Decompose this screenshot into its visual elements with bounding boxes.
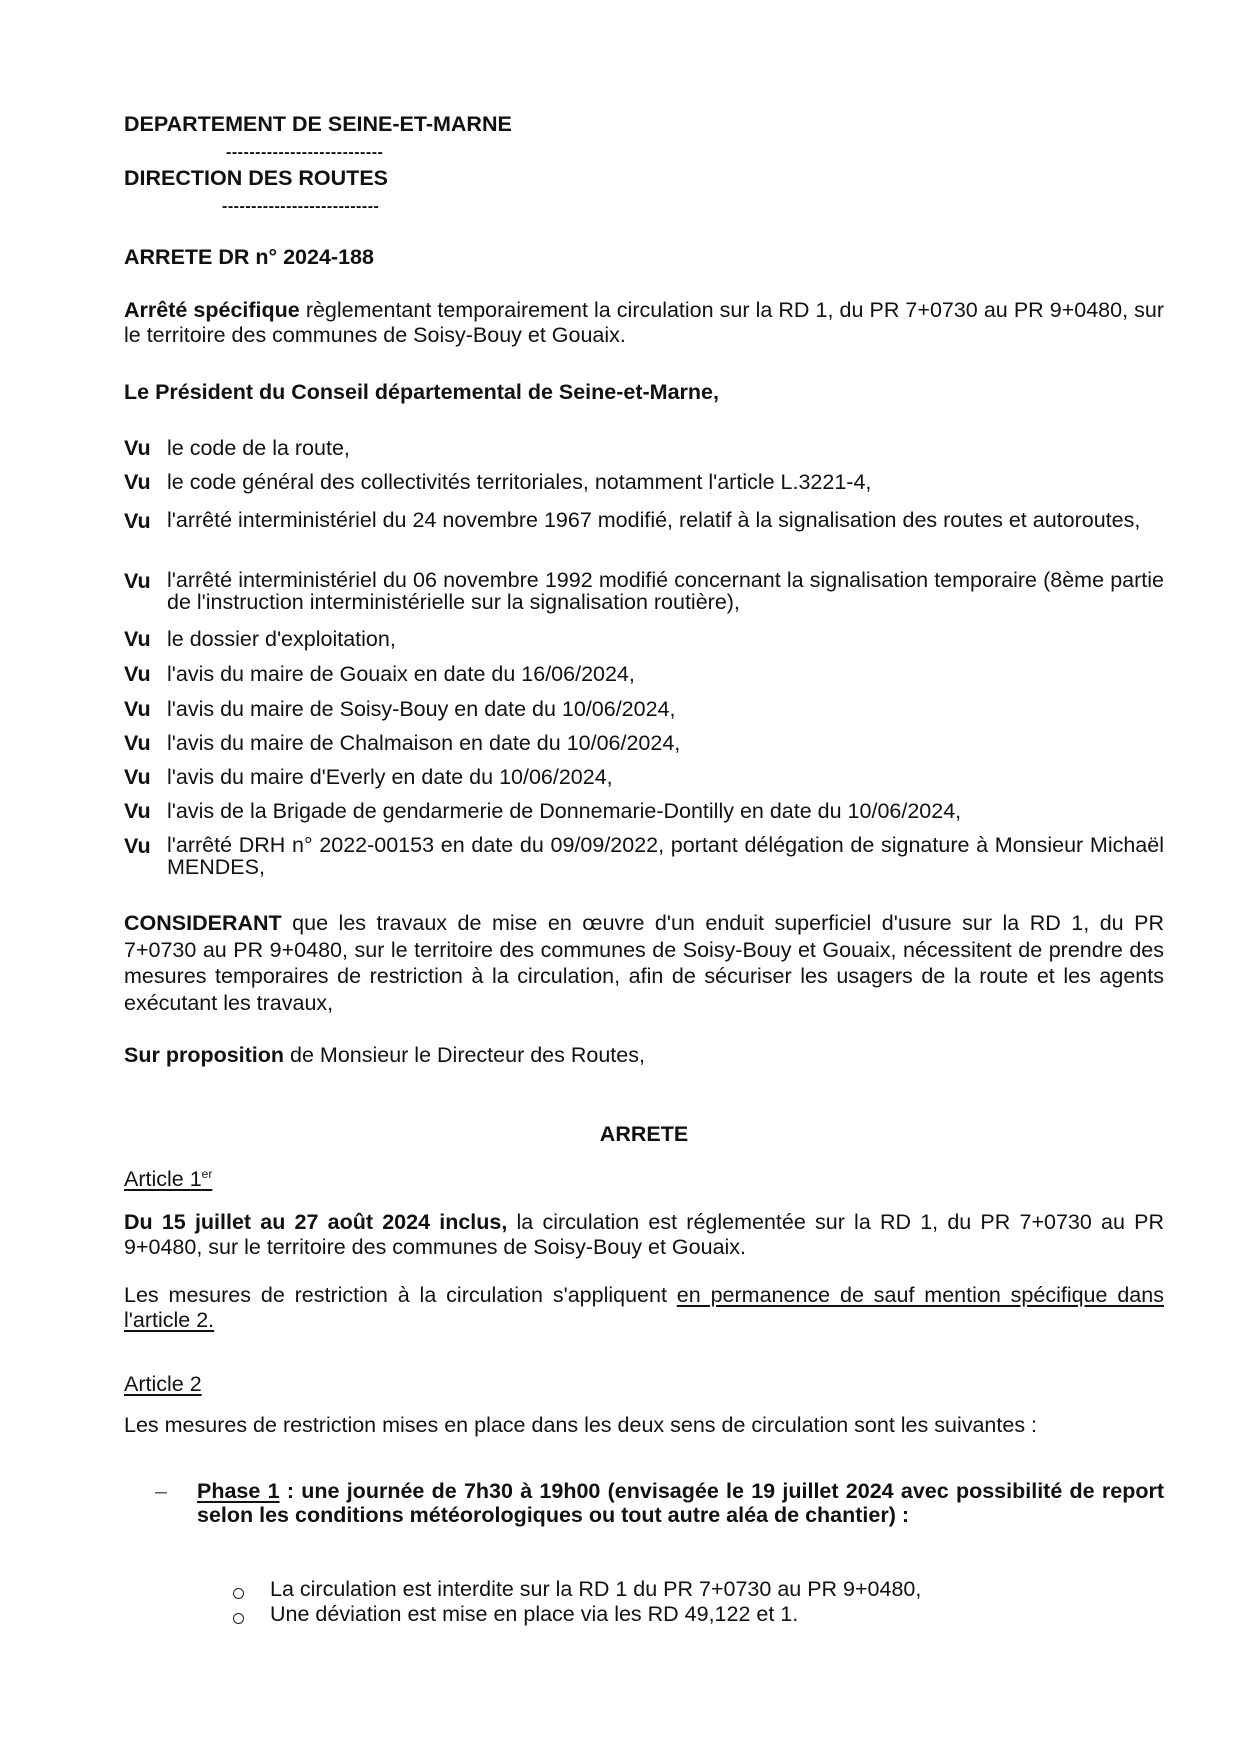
- intro-text: règlementant temporairement la circulation sur la RD 1, du PR 7+0730 au PR 9+0480, sur le territoire des communes de Soisy-Bouy et Gouaix.: [124, 298, 1164, 347]
- vu-text: le code général des collectivités territoriales, notamment l'article L.3221-4,: [167, 470, 872, 494]
- vu-item: [124, 569, 1164, 613]
- article-1-restriction-text: Les mesures de restriction à la circulation s'appliquent: [124, 1283, 677, 1307]
- vu-text: le dossier d'exploitation,: [167, 627, 396, 651]
- article-1-title-text: Article 1: [124, 1167, 202, 1191]
- vu-text: l'arrêté interministériel du 24 novembre 1967 modifié, relatif à la signalisation des routes et autoroutes,: [167, 508, 1141, 532]
- vu-label: Vu: [124, 627, 151, 651]
- phase-1-paragraph: [197, 1479, 1164, 1527]
- considerant-text: que les travaux de mise en œuvre d'un enduit superficiel d'usure sur la RD 1, du PR 7+0730 au PR 9+0480, sur le territoire des communes de Soisy-Bouy et Gouaix, nécessitent de prendre des mesures temporaires de restriction à la circulation, afin de sécuriser les usagers de la route et les agents exécutant les travaux,: [124, 911, 1164, 1015]
- vu-text: l'avis du maire de Soisy-Bouy en date du 10/06/2024,: [167, 697, 676, 721]
- vu-text: l'avis du maire de Chalmaison en date du 10/06/2024,: [167, 731, 681, 755]
- vu-text: l'avis du maire d'Everly en date du 10/06/2024,: [167, 765, 613, 789]
- department-title: DEPARTEMENT DE SEINE-ET-MARNE: [124, 112, 512, 136]
- vu-item: [124, 834, 1164, 878]
- article-1-text: la circulation est réglementée sur la RD 1, du PR 7+0730 au PR 9+0480, sur le territoire des communes de Soisy-Bouy et Gouaix.: [124, 1210, 1164, 1259]
- phase-1-text: : une journée de 7h30 à 19h00 (envisagée le 19 juillet 2024 avec possibilité de report selon les conditions météorologiques ou tout autre aléa de chantier) :: [197, 1479, 1164, 1527]
- vu-text: l'avis du maire de Gouaix en date du 16/06/2024,: [167, 662, 635, 686]
- considerant-paragraph: [124, 910, 1164, 1016]
- article-1-paragraph-1: [124, 1210, 1164, 1260]
- article-2-title: Article 2: [124, 1372, 202, 1396]
- article-1-title-sup: er: [201, 1166, 213, 1181]
- arrete-number: ARRETE DR n° 2024-188: [124, 245, 374, 269]
- vu-item: [124, 765, 1164, 790]
- vu-item: [124, 627, 1164, 652]
- intro-paragraph: [124, 298, 1164, 348]
- article-1-paragraph-2: [124, 1283, 1164, 1333]
- vu-item: [124, 799, 1164, 824]
- proposition-text: de Monsieur le Directeur des Routes,: [284, 1043, 645, 1067]
- vu-text: l'arrêté DRH n° 2022-00153 en date du 09/09/2022, portant délégation de signature à Monsieur Michaël MENDES,: [167, 833, 1164, 879]
- article-2-intro: Les mesures de restriction mises en place dans les deux sens de circulation sont les suivantes :: [124, 1413, 1038, 1437]
- intro-bold-lead: Arrêté spécifique: [124, 298, 300, 322]
- vu-text: le code de la route,: [167, 436, 350, 460]
- vu-item: [124, 697, 1164, 722]
- vu-label: Vu: [124, 731, 151, 755]
- article-1-title: [124, 1167, 212, 1192]
- vu-item: [124, 470, 1164, 495]
- vu-label: Vu: [124, 436, 151, 460]
- considerant-bold-lead: CONSIDERANT: [124, 911, 282, 935]
- article-1-date-range: Du 15 juillet au 27 août 2024 inclus,: [124, 1210, 508, 1234]
- circle-bullet-icon: [233, 1613, 244, 1624]
- separator-line: ---------------------------: [226, 144, 384, 161]
- vu-label: Vu: [124, 765, 151, 789]
- circle-bullet-icon: [233, 1588, 244, 1599]
- proposition-line: [124, 1043, 645, 1068]
- vu-text: l'avis de la Brigade de gendarmerie de Donnemarie-Dontilly en date du 10/06/2024,: [167, 799, 962, 823]
- vu-label: Vu: [124, 697, 151, 721]
- phase-1-sub-item: La circulation est interdite sur la RD 1 du PR 7+0730 au PR 9+0480,: [270, 1577, 922, 1601]
- vu-item: [124, 509, 1164, 534]
- vu-item: [124, 662, 1164, 687]
- vu-label: Vu: [124, 799, 151, 823]
- proposition-bold-lead: Sur proposition: [124, 1043, 285, 1067]
- phase-1-label: Phase 1: [197, 1479, 280, 1503]
- vu-label: Vu: [124, 569, 151, 593]
- vu-label: Vu: [124, 509, 151, 533]
- president-line: Le Président du Conseil départemental de Seine-et-Marne,: [124, 380, 719, 404]
- vu-text: l'arrêté interministériel du 06 novembre 1992 modifié concernant la signalisation temporaire (8ème partie de l'instruction interministérielle sur la signalisation routière),: [167, 568, 1164, 614]
- vu-label: Vu: [124, 470, 151, 494]
- vu-label: Vu: [124, 662, 151, 686]
- vu-item: [124, 436, 1164, 461]
- vu-item: [124, 731, 1164, 756]
- phase-1-sub-item: Une déviation est mise en place via les RD 49,122 et 1.: [270, 1602, 799, 1626]
- arrete-heading: ARRETE: [599, 1122, 689, 1146]
- separator-line: ---------------------------: [222, 198, 380, 215]
- phase-bullet-dash: –: [155, 1479, 167, 1503]
- vu-label: Vu: [124, 834, 151, 858]
- article-1-underlined-text: en permanence de sauf mention spécifique dans l'article 2.: [124, 1283, 1164, 1332]
- direction-title: DIRECTION DES ROUTES: [124, 166, 388, 190]
